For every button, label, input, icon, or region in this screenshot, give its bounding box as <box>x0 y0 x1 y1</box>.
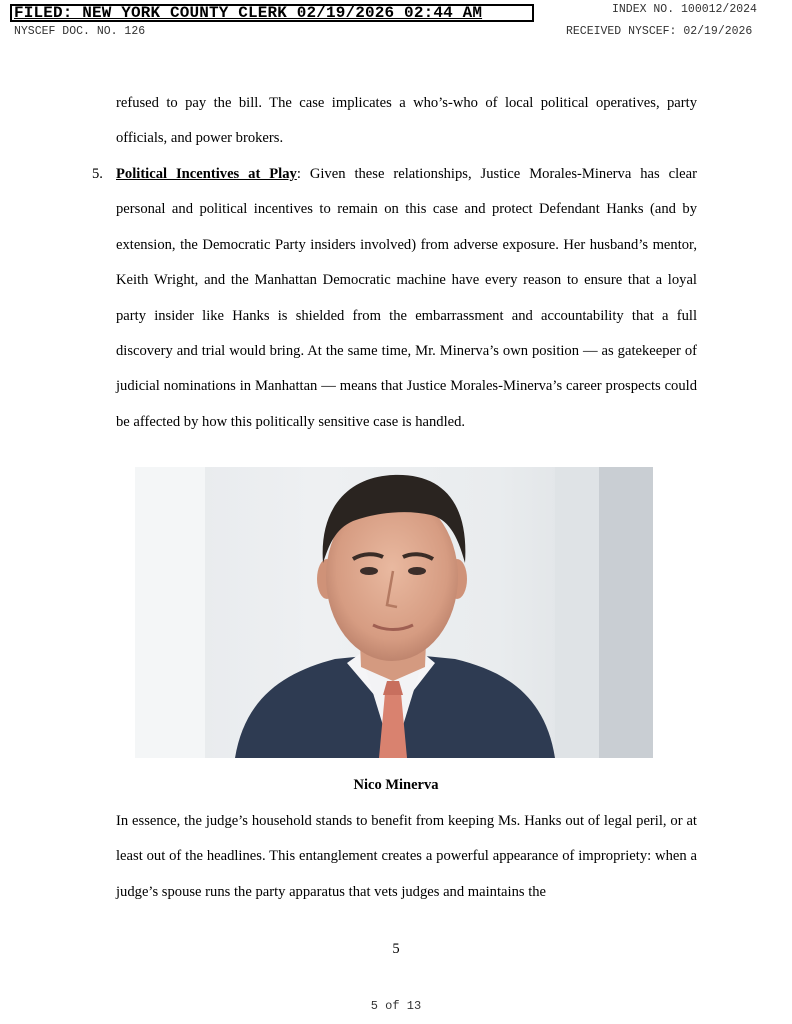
photo-caption: Nico Minerva <box>353 777 439 793</box>
received-date: RECEIVED NYSCEF: 02/19/2026 <box>566 25 753 38</box>
item-5-paragraph <box>116 157 697 440</box>
continuation-paragraph: refused to pay the bill. The case implicates a who’s-who of local political operatives, party officials, and power brokers. <box>116 95 697 147</box>
portrait-image <box>135 467 653 758</box>
nyscef-doc-number: NYSCEF DOC. NO. 126 <box>14 25 146 38</box>
filed-stamp: FILED: NEW YORK COUNTY CLERK 02/19/2026 02:44 AM <box>10 4 534 22</box>
item-5-text: : Given these relationships, Justice Morales-Minerva has clear personal and political incentives to remain on this case and protect Defendant Hanks (and by extension, the Democratic Party insiders involved) from adverse exposure. Her husband’s mentor, Keith Wright, and the Manhattan Democratic machine have every reason to ensure that a loyal party insider like Hanks is shielded from the embarrassment and accountability that a full discovery and trial would bring. At the same time, Mr. Minerva’s own position — as gatekeeper of judicial nominations in Manhattan — means that Justice Morales-Minerva’s career prospects could be affected by how this politically sensitive case is handled. <box>116 166 697 430</box>
portrait-photo <box>135 467 653 758</box>
closing-paragraph: In essence, the judge’s household stands to benefit from keeping Ms. Hanks out of legal peril, or at least out of the headlines. This entanglement creates a powerful appearance of impropriety: when a judge’s spouse runs the party apparatus that vets judges and maintains the <box>116 813 697 900</box>
page-number: 5 <box>392 941 400 957</box>
index-number: INDEX NO. 100012/2024 <box>612 3 757 16</box>
item-heading: Political Incentives at Play <box>116 166 297 182</box>
page-of-total: 5 of 13 <box>370 999 422 1013</box>
item-number: 5. <box>92 166 103 182</box>
